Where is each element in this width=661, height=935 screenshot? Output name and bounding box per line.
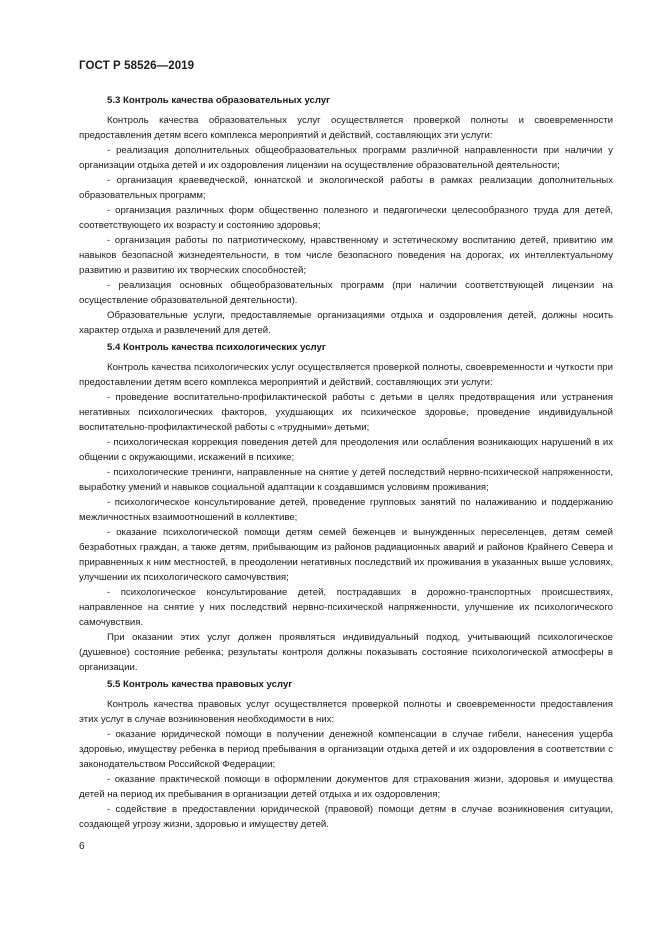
list-item: - проведение воспитательно-профилактической работы с детьми в целях предотвращения или устранения негативных психологических факторов, ухудшающих их психическое здоровье, проведение индивидуальной воспитательно-профилактической работы с «трудными» детьми;: [79, 392, 613, 433]
paragraph: Образовательные услуги, предоставляемые организациями отдыха и оздоровления детей, должны носить характер отдыха и развлечений для детей.: [79, 310, 613, 336]
document-body: [79, 91, 613, 834]
list-item: - оказание практической помощи в оформлении документов для страхования жизни, здоровья и имущества детей на период их пребывания в организации детей отдыха и их оздоровления;: [79, 774, 613, 800]
section-5-5: [79, 677, 613, 832]
section-5-4: [79, 340, 613, 675]
list-item: - оказание психологической помощи детям семей беженцев и вынужденных переселенцев, детям семей безработных граждан, а также детям, прибывающим из районов радиационных аварий и районов Крайнего Севера и приравненных к ним местностей, в преодолении негативных последствий их проживания в указанных выше условиях, улучшении их психологического самочувствия;: [79, 527, 613, 583]
list-item: - реализация основных общеобразовательных программ (при наличии соответствующей лицензии на осуществление образовательной деятельности).: [79, 280, 613, 306]
paragraph: Контроль качества образовательных услуг осуществляется проверкой полноты и своевременности предоставления детям всего комплекса мероприятий и действий, составляющих эти услуги:: [79, 115, 613, 141]
page-number: 6: [79, 841, 85, 852]
section-title: 5.4 Контроль качества психологических услуг: [107, 342, 326, 353]
paragraph: Контроль качества правовых услуг осуществляется проверкой полноты и своевременности предоставления этих услуг в случае возникновения необходимости в них:: [79, 699, 613, 725]
list-item: - организация краеведческой, юннатской и экологической работы в рамках реализации дополнительных образовательных программ;: [79, 175, 613, 201]
list-item: - реализация дополнительных общеобразовательных программ различной направленности при наличии у организации отдыха детей и их оздоровления лицензии на осуществление образовательной деятельности;: [79, 145, 613, 171]
document-header: ГОСТ Р 58526—2019: [79, 60, 195, 72]
list-item: - организация различных форм общественно полезного и педагогически целесообразного труда для детей, соответствующего их возрасту и состоянию здоровья;: [79, 205, 613, 231]
list-item: - содействие в предоставлении юридической (правовой) помощи детям в случае возникновения ситуации, создающей угрозу жизни, здоровью и имуществу детей.: [79, 804, 613, 830]
section-title: 5.5 Контроль качества правовых услуг: [107, 679, 293, 690]
list-item: - оказание юридической помощи в получении денежной компенсации в случае гибели, нанесения ущерба здоровью, имуществу ребенка в период пребывания в организации отдыха детей и их оздоровления в соответствии с законодательством Российской Федерации;: [79, 729, 613, 770]
section-title: 5.3 Контроль качества образовательных услуг: [107, 95, 331, 106]
list-item: - организация работы по патриотическому, нравственному и эстетическому воспитанию детей, привитию им навыков безопасной жизнедеятельности, в том числе безопасного поведения на дорогах, их интеллектуальному развитию и развитию их творческих способностей;: [79, 235, 613, 276]
paragraph: Контроль качества психологических услуг осуществляется проверкой полноты, своевременности и чуткости при предоставлении детям всего комплекса мероприятий и действий, составляющих эти услуги:: [79, 362, 613, 388]
list-item: - психологические тренинги, направленные на снятие у детей последствий нервно-психической напряженности, выработку умений и навыков социальной адаптации к создавшимся условиям проживания;: [79, 467, 613, 493]
list-item: - психологическое консультирование детей, проведение групповых занятий по налаживанию и поддержанию межличностных взаимоотношений в коллективе;: [79, 497, 613, 523]
list-item: - психологическая коррекция поведения детей для преодоления или ослабления возникающих нарушений в их общении с окружающими, искажений в психике;: [79, 437, 613, 463]
paragraph: При оказании этих услуг должен проявляться индивидуальный подход, учитывающий психологическое (душевное) состояние ребенка; результаты контроля должны показывать состояние психологической атмосферы в организации.: [79, 632, 613, 673]
list-item: - психологическое консультирование детей, пострадавших в дорожно-транспортных происшествиях, направленное на снятие у них последствий нервно-психической напряженности, улучшение их психологического самочувствия.: [79, 587, 613, 628]
section-5-3: [79, 93, 613, 338]
